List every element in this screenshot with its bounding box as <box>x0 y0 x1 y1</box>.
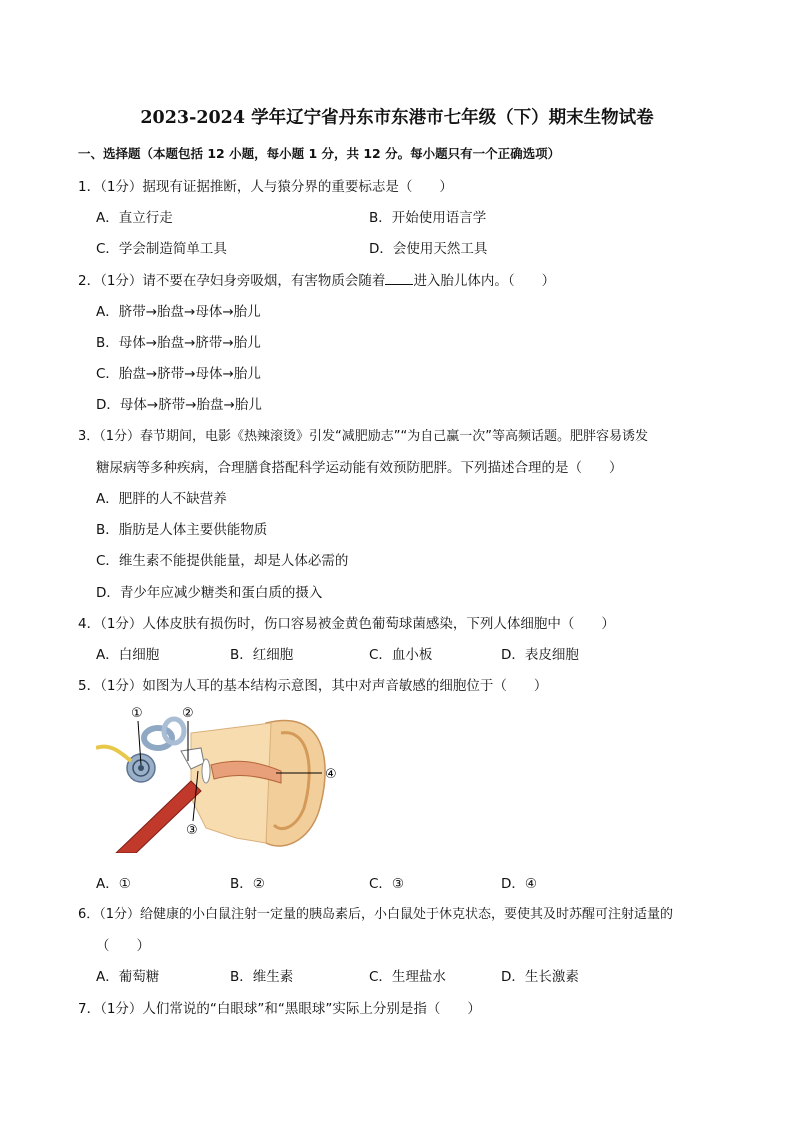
question-5-option-d[interactable]: D．④ <box>501 876 537 892</box>
question-6-option-a[interactable]: A．葡萄糖 <box>96 969 160 985</box>
question-4-option-d[interactable]: D．表皮细胞 <box>501 647 579 663</box>
question-2-stem <box>78 269 555 289</box>
outer-ear <box>264 720 325 846</box>
eustachian-tube <box>116 781 201 853</box>
question-6-stem-line-2: （ ） <box>96 938 150 954</box>
label-4: ④ <box>325 767 337 782</box>
question-7-stem: 7．（1分）人们常说的“白眼球”和“黑眼球”实际上分别是指（ ） <box>78 1001 481 1017</box>
question-6-option-c[interactable]: C．生理盐水 <box>369 969 446 985</box>
question-3-option-a[interactable]: A．肥胖的人不缺营养 <box>96 491 227 507</box>
head-tissue <box>191 723 271 843</box>
question-5-option-a[interactable]: A．① <box>96 876 131 892</box>
page-title: 2023-2024 学年辽宁省丹东市东港市七年级（下）期末生物试卷 <box>140 108 654 128</box>
question-5-option-b[interactable]: B．② <box>230 876 265 892</box>
label-3: ③ <box>186 823 198 838</box>
question-1-option-c[interactable]: C．学会制造简单工具 <box>96 241 227 257</box>
auditory-nerve <box>96 747 131 761</box>
question-1-stem: 1．（1分）据现有证据推断，人与猿分界的重要标志是（ ） <box>78 179 453 195</box>
label-2: ② <box>182 706 194 721</box>
label-1: ① <box>131 706 143 721</box>
question-5-stem: 5．（1分）如图为人耳的基本结构示意图，其中对声音敏感的细胞位于（ ） <box>78 678 548 694</box>
question-3-option-d[interactable]: D．青少年应减少糖类和蛋白质的摄入 <box>96 585 323 601</box>
answer-blank <box>385 272 413 285</box>
question-6-stem-line-1: 6．（1分）给健康的小白鼠注射一定量的胰岛素后，小白鼠处于休克状态，要使其及时苏醒可注射适量的 <box>78 907 674 922</box>
eardrum <box>202 759 210 783</box>
question-3-option-c[interactable]: C．维生素不能提供能量，却是人体必需的 <box>96 553 349 569</box>
question-6-option-b[interactable]: B．维生素 <box>230 969 294 985</box>
question-4-option-c[interactable]: C．血小板 <box>369 647 433 663</box>
question-2-stem-post: 进入胎儿体内。（ ） <box>413 273 556 289</box>
question-1-option-b[interactable]: B．开始使用语言学 <box>369 210 487 226</box>
question-5-option-c[interactable]: C．③ <box>369 876 405 892</box>
question-2-option-a[interactable]: A．脐带→胎盘→母体→胎儿 <box>96 304 261 320</box>
question-3-stem-line-2: 糖尿病等多种疾病，合理膳食搭配科学运动能有效预防肥胖。下列描述合理的是（ ） <box>96 460 623 476</box>
question-4-option-b[interactable]: B．红细胞 <box>230 647 294 663</box>
question-1-option-a[interactable]: A．直立行走 <box>96 210 173 226</box>
question-4-option-a[interactable]: A．白细胞 <box>96 647 160 663</box>
section-heading: 一、选择题（本题包括 12 小题，每小题 1 分，共 12 分。每小题只有一个正确选项） <box>78 146 561 161</box>
question-6-option-d[interactable]: D．生长激素 <box>501 969 579 985</box>
question-4-stem: 4．（1分）人体皮肤有损伤时，伤口容易被金黄色葡萄球菌感染，下列人体细胞中（ ） <box>78 616 615 632</box>
question-1-option-d[interactable]: D．会使用天然工具 <box>369 241 488 257</box>
question-2-option-c[interactable]: C．胎盘→脐带→母体→胎儿 <box>96 366 261 382</box>
question-2-option-b[interactable]: B．母体→胎盘→脐带→胎儿 <box>96 335 261 351</box>
question-2-stem-pre: 2．（1分）请不要在孕妇身旁吸烟，有害物质会随着 <box>78 273 386 289</box>
question-3-stem-line-1: 3．（1分）春节期间，电影《热辣滚烫》引发“减肥励志”“为自己赢一次”等高频话题。肥胖容易诱发 <box>78 429 648 444</box>
question-2-option-d[interactable]: D．母体→脐带→胎盘→胎儿 <box>96 397 262 413</box>
ear-structure-diagram <box>96 703 356 853</box>
question-3-option-b[interactable]: B．脂肪是人体主要供能物质 <box>96 522 268 538</box>
cochlea-core <box>138 765 144 771</box>
